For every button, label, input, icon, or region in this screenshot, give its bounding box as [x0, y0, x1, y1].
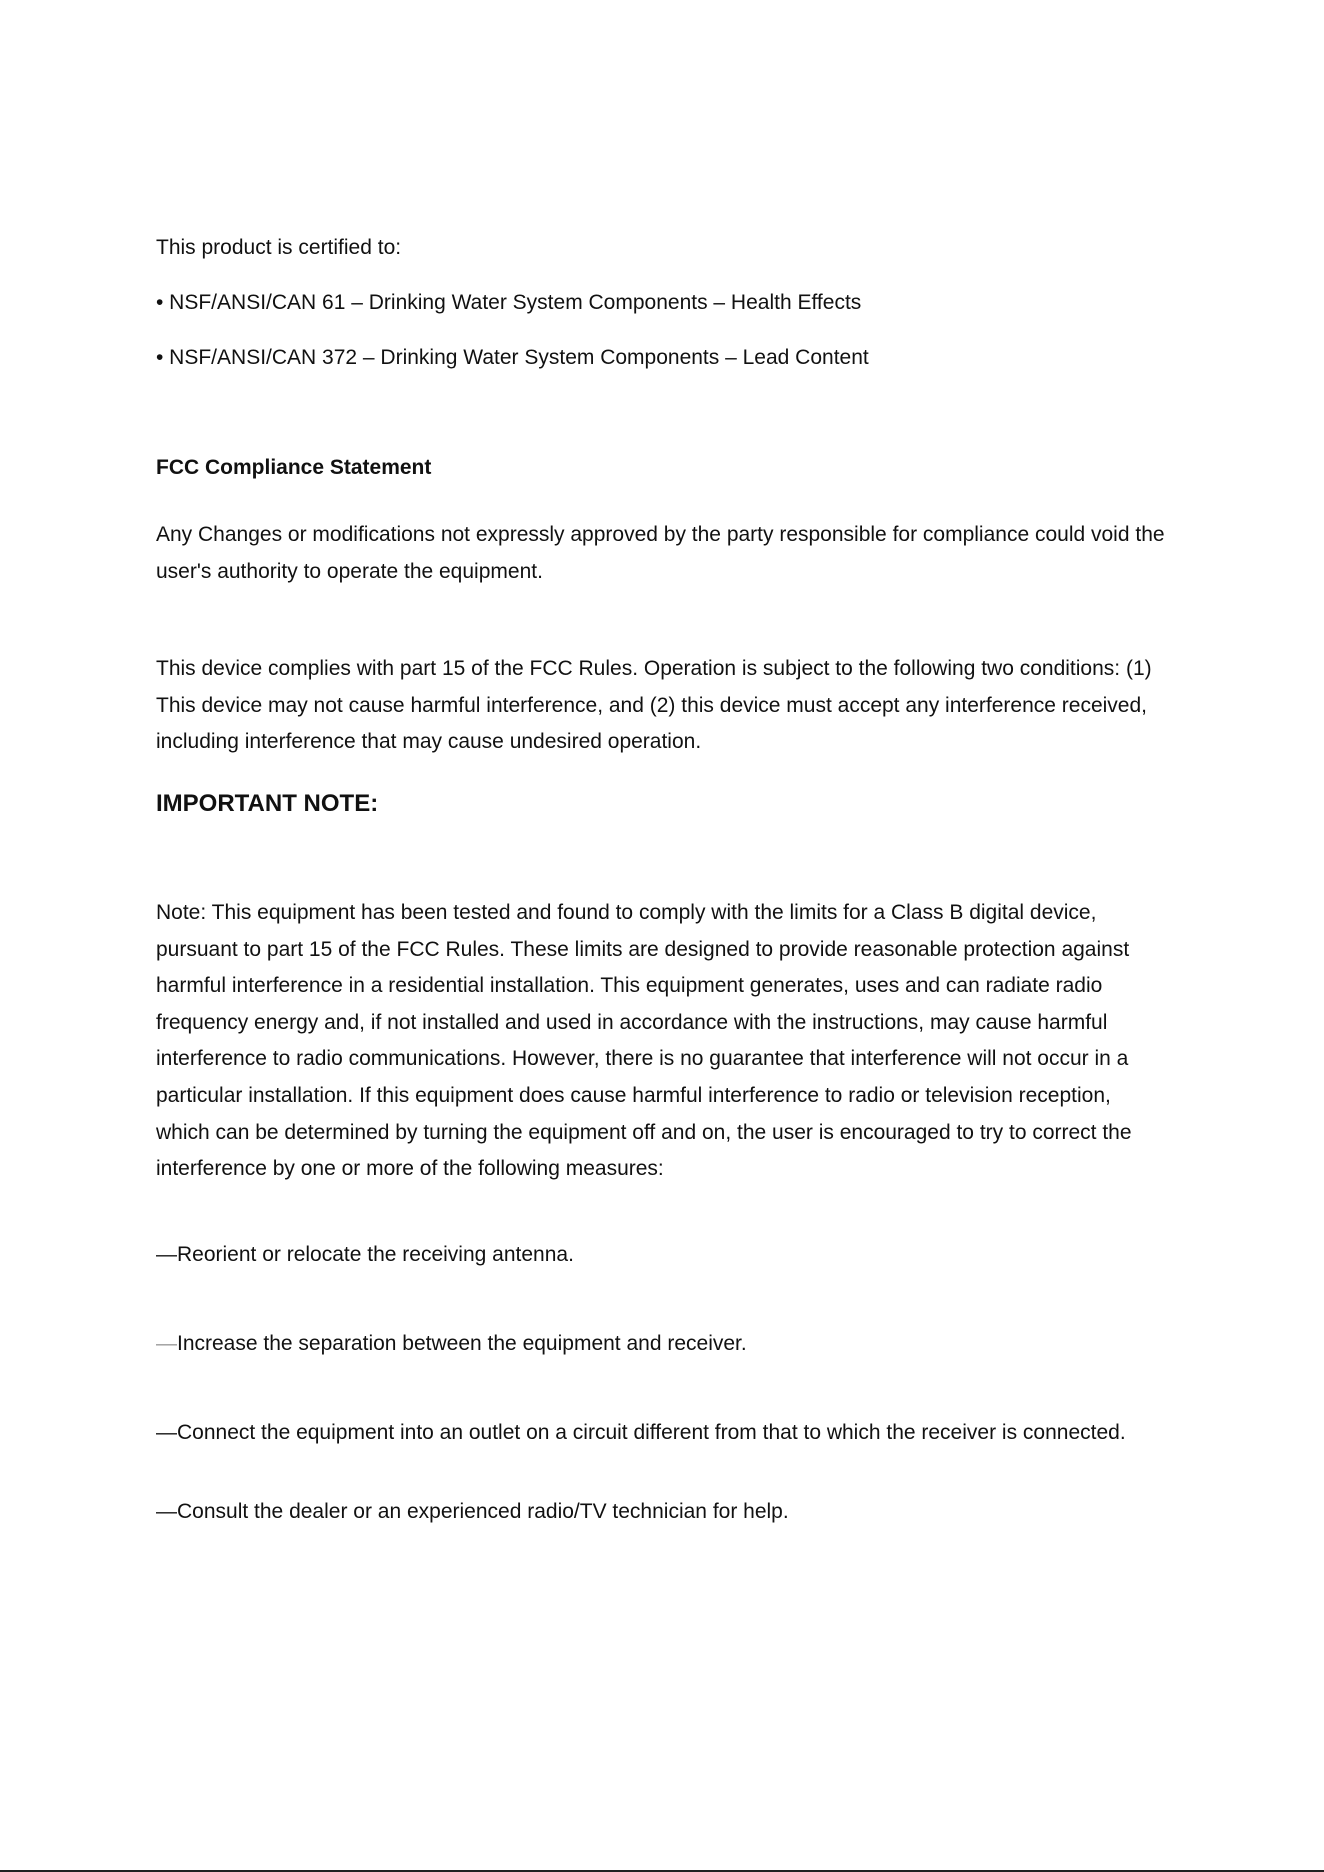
measure-dash: — [156, 1500, 177, 1523]
fcc-part15-statement: This device complies with part 15 of the FCC Rules. Operation is subject to the following two conditions: (1) This device may not cause harmful interference, and (2) this device must accept any interference received, including interference that may cause undesired operation. [156, 657, 1152, 754]
measure-item [156, 1242, 574, 1268]
measure-text: Connect the equipment into an outlet on a circuit different from that to which the receiver is connected. [177, 1421, 1126, 1444]
measure-dash: — [156, 1243, 177, 1266]
measure-dash: — [156, 1332, 177, 1355]
fcc-modifications-warning: Any Changes or modifications not expressly approved by the party responsible for compliance could void the user's authority to operate the equipment. [156, 523, 1165, 583]
certification-item-nsf-61: • NSF/ANSI/CAN 61 – Drinking Water System Components – Health Effects [156, 291, 862, 314]
measure-dash: — [156, 1421, 177, 1444]
fcc-heading: FCC Compliance Statement [156, 456, 432, 479]
measure-text: Increase the separation between the equipment and receiver. [177, 1332, 747, 1355]
certification-item-nsf-372: • NSF/ANSI/CAN 372 – Drinking Water System Components – Lead Content [156, 346, 869, 369]
measure-item [156, 1499, 789, 1525]
measure-text: Reorient or relocate the receiving antenna. [177, 1243, 574, 1266]
certification-intro: This product is certified to: [156, 236, 402, 259]
important-note-heading: IMPORTANT NOTE: [156, 790, 379, 817]
measure-text: Consult the dealer or an experienced radio/TV technician for help. [177, 1500, 789, 1523]
measure-item [156, 1420, 1126, 1446]
important-note-body: Note: This equipment has been tested and found to comply with the limits for a Class B digital device, pursuant to part 15 of the FCC Rules. These limits are designed to provide reasonable protection against harmful interference in a residential installation. This equipment generates, uses and can radiate radio frequency energy and, if not installed and used in accordance with the instructions, may cause harmful interference to radio communications. However, there is no guarantee that interference will not occur in a particular installation. If this equipment does cause harmful interference to radio or television reception, which can be determined by turning the equipment off and on, the user is encouraged to try to correct the interference by one or more of the following measures: [156, 901, 1132, 1181]
measure-item [156, 1331, 747, 1357]
